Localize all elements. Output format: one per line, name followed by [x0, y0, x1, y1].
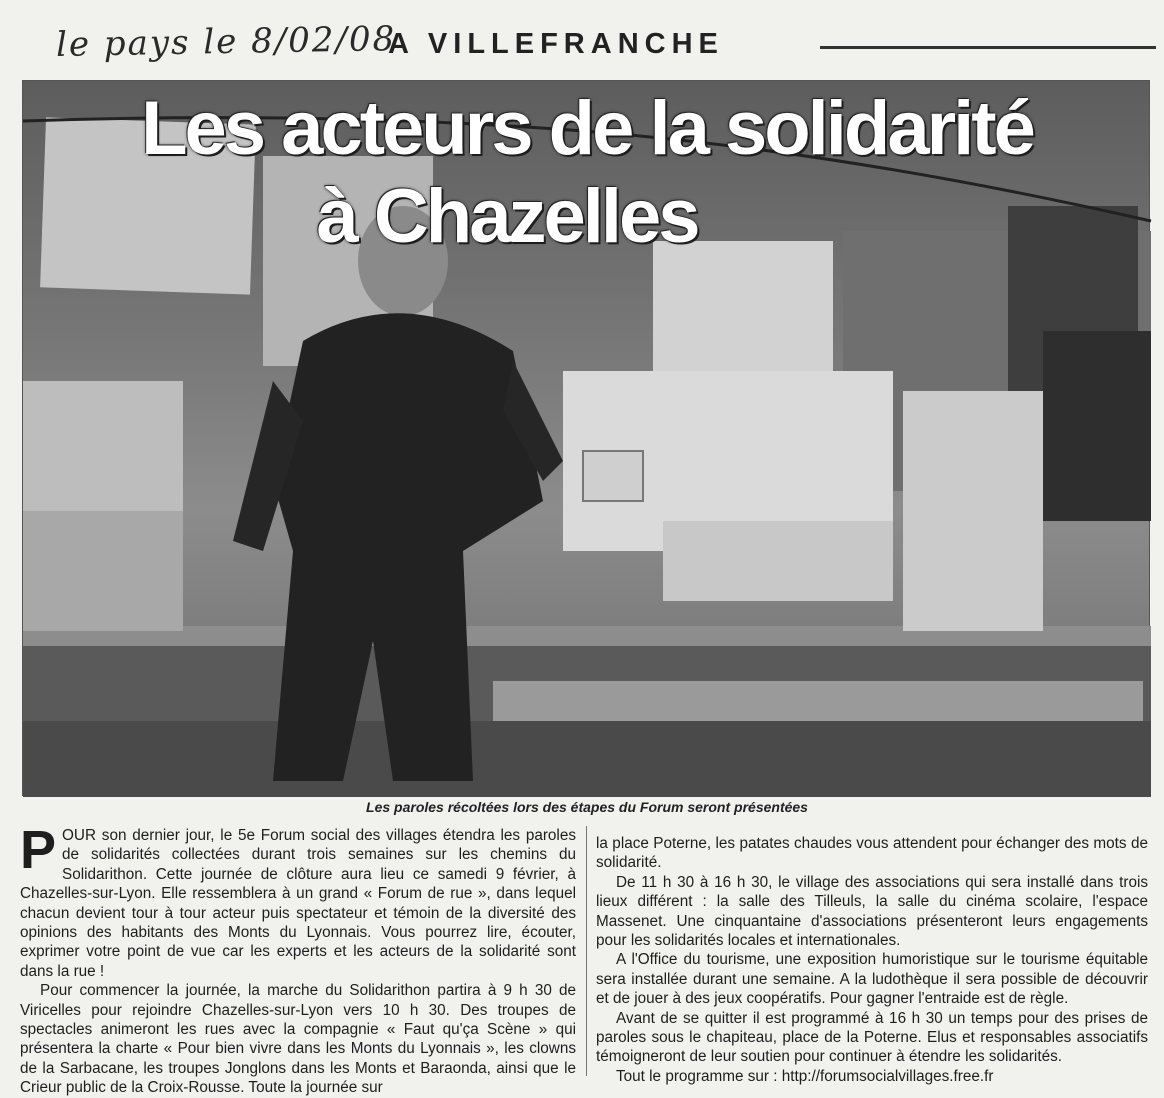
headline-line-1: Les acteurs de la solidarité [141, 86, 1033, 171]
article-column-right [596, 834, 1148, 1086]
article-paragraph: A l'Office du tourisme, une exposition humoristique sur le tourisme équitable sera installée durant une semaine. A la ludothèque il sera possible de découvrir et de jouer à des jeux coopératifs. Pour gagner l'entraide est de règle. [596, 951, 1148, 1008]
program-link[interactable]: Tout le programme sur : http://forumsocialvillages.free.fr [616, 1067, 994, 1085]
article-photo [22, 80, 1150, 796]
section-heading: A VILLEFRANCHE [388, 28, 724, 60]
article-column-left [20, 820, 576, 1098]
section-rule [820, 46, 1156, 49]
headline-line-2: à Chazelles [316, 174, 698, 259]
article-paragraph: Avant de se quitter il est programmé à 16 h 30 un temps pour des prises de paroles sous le chapiteau, place de la Poterne. Elus et responsables associatifs témoigneront de leur soutien pour continuer à étendre les solidarités. [596, 1009, 1148, 1066]
article-paragraph: OUR son dernier jour, le 5e Forum social des villages étendra les paroles de solidarités collectées durant trois semaines sur les chemins du Solidarithon. Cette journée de clôture aura lieu ce samedi 9 février, à Chazelles-sur-Lyon. Elle ressemblera à un grand « Forum de rue », dans lequel chacun devient tour à tour acteur puis spectateur et témoin de la diversité des opinions des habitants des Monts du Lyonnais. Vous pourrez lire, écouter, exprimer votre point de vue car les experts et les acteurs de la solidarité sont dans la rue ! [20, 827, 576, 980]
article-paragraph: la place Poterne, les patates chaudes vous attendent pour échanger des mots de solidarité. [596, 835, 1148, 872]
drop-cap: P [20, 820, 57, 880]
handwritten-date-note: le pays le 8/02/08 [55, 19, 397, 65]
headline [23, 85, 1151, 261]
article-paragraph: De 11 h 30 à 16 h 30, le village des associations qui sera installé dans trois lieux différent : la salle des Tilleuls, la salle du cinéma scolaire, l'espace Massenet. Une cinquantaine d'associations présenteront leurs engagements pour les solidarités locales et internationales. [596, 873, 1148, 950]
photo-caption: Les paroles récoltées lors des étapes du Forum seront présentées [366, 799, 808, 815]
column-divider [586, 826, 587, 1076]
page-header [18, 12, 1150, 64]
article-paragraph: Pour commencer la journée, la marche du Solidarithon partira à 9 h 30 de Viricelles pour rejoindre Chazelles-sur-Lyon vers 10 h 30. Des troupes de spectacles animeront les rues avec la compagnie « Faut qu'ça Scène » qui présentera la charte « Pour bien vivre dans les Monts du Lyonnais », les clowns de la Sarbacane, les troupes Jonglons dans les Monts et Baraonda, ainsi que le Crieur public de la Croix-Rousse. Toute la journée sur [20, 982, 576, 1097]
